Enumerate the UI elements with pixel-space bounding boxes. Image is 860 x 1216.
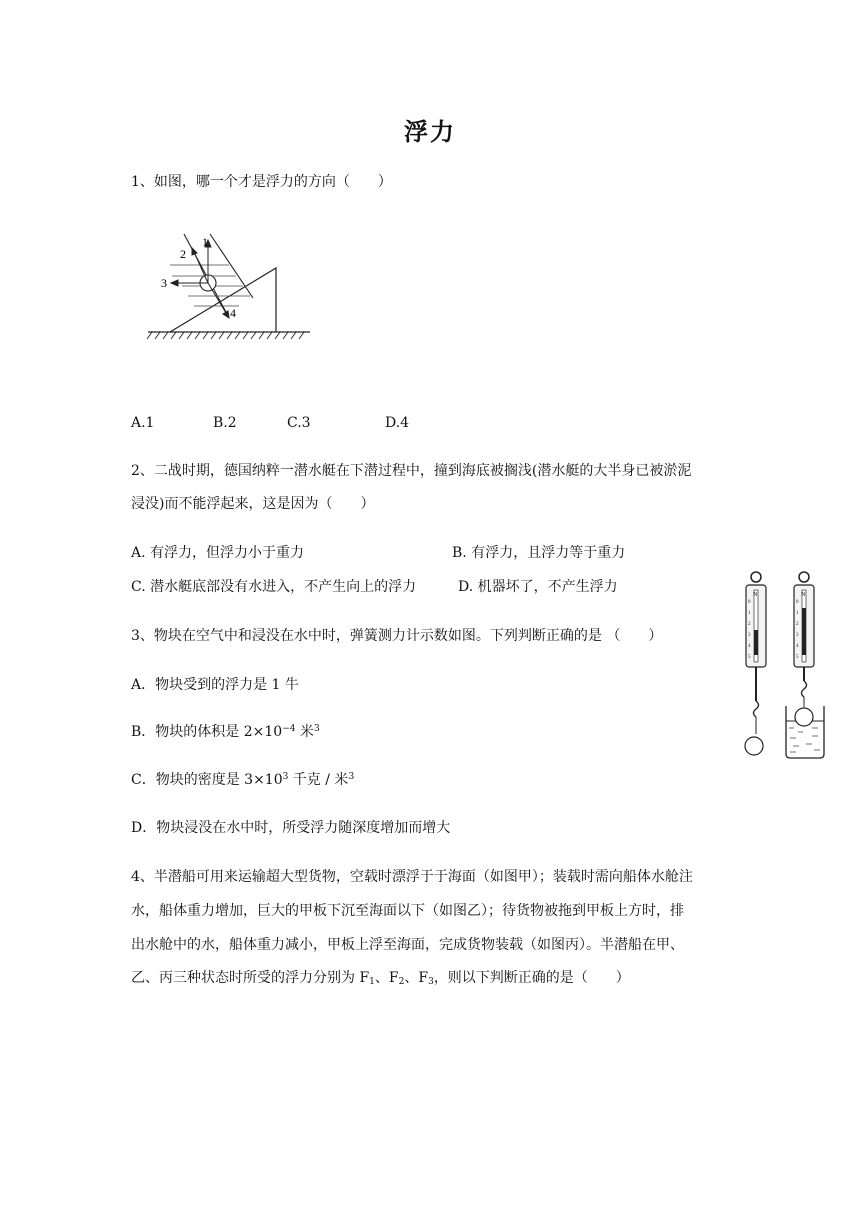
svg-text:4: 4	[796, 644, 799, 649]
arrow-label-4: 4	[230, 306, 236, 320]
svg-text:1: 1	[748, 611, 751, 616]
svg-text:5: 5	[748, 655, 751, 660]
svg-text:2: 2	[796, 622, 799, 627]
container-wall-right	[210, 234, 253, 298]
ground-hatch	[147, 332, 304, 339]
svg-text:0: 0	[796, 600, 799, 605]
svg-text:1: 1	[796, 611, 799, 616]
q1-option-b[interactable]: B.2	[213, 415, 237, 431]
block-in-air	[745, 737, 763, 755]
incline	[170, 268, 276, 332]
spring-scale-air	[745, 572, 766, 755]
q2-option-d[interactable]: D. 机器坏了，不产生浮力	[458, 579, 618, 595]
q3-spring-scale-figure	[738, 568, 834, 764]
scale-unit-right: N	[801, 592, 806, 598]
svg-text:4: 4	[748, 644, 751, 649]
scale-unit-left: N	[753, 592, 758, 598]
q1-option-c[interactable]: C.3	[287, 415, 311, 431]
q1-incline-figure	[142, 228, 317, 343]
page-title: 浮力	[404, 117, 456, 146]
q2-option-b[interactable]: B. 有浮力，且浮力等于重力	[452, 545, 626, 561]
block-in-water	[795, 708, 813, 726]
svg-text:5: 5	[796, 655, 799, 660]
arrow-label-1: 1	[202, 235, 208, 249]
svg-text:3: 3	[748, 633, 751, 638]
q1-option-a[interactable]: A.1	[131, 415, 155, 431]
q3-option-c[interactable]: C．物块的密度是 $3\times 10^3$ 千克 / 米$^3$	[131, 772, 355, 788]
q4-line2: 水，船体重力增加，巨大的甲板下沉至海面以下（如图乙）；待货物被拖到甲板上方时，排	[131, 903, 684, 919]
q2-option-a[interactable]: A. 有浮力，但浮力小于重力	[131, 545, 305, 561]
q4-line3: 出水舱中的水，船体重力减小，甲板上浮至海面，完成货物装载（如图丙）。半潜船在甲、	[131, 937, 684, 953]
svg-text:0: 0	[748, 600, 751, 605]
q1-stem: 1、如图，哪一个才是浮力的方向（ ）	[131, 174, 392, 190]
q3-option-b[interactable]: B．物块的体积是 $2\times 10^{-4}$ 米$^3$	[131, 724, 320, 740]
arrow-label-2: 2	[180, 247, 186, 261]
svg-text:3: 3	[796, 633, 799, 638]
q3-option-d[interactable]: D．物块浸没在水中时，所受浮力随深度增加而增大	[131, 820, 451, 836]
q4-line1: 4、半潜船可用来运输超大型货物，空载时漂浮于于海面（如图甲）；装载时需向船体水舱注	[131, 869, 693, 885]
q3-option-a[interactable]: A．物块受到的浮力是 1 牛	[131, 677, 299, 693]
q2-option-c[interactable]: C. 潜水艇底部没有水进入，不产生向上的浮力	[131, 579, 417, 595]
q4-line4: 乙、丙三种状态时所受的浮力分别为 $F_1$、$F_2$、$F_3$，则以下判断正确的是（ ）	[131, 970, 630, 987]
q2-stem-line2: 浸没)而不能浮起来，这是因为（ ）	[131, 496, 375, 512]
q1-option-d[interactable]: D.4	[385, 415, 410, 431]
q2-stem-line1: 2、二战时期，德国纳粹一潜水艇在下潜过程中，撞到海底被搁浅(潜水艇的大半身已被淤泥	[131, 463, 692, 479]
q3-stem: 3、物块在空气中和浸没在水中时，弹簧测力计示数如图。下列判断正确的是 （ ）	[131, 628, 663, 644]
arrow-label-3: 3	[161, 276, 167, 290]
spring-scale-water	[786, 572, 824, 758]
svg-text:2: 2	[748, 622, 751, 627]
